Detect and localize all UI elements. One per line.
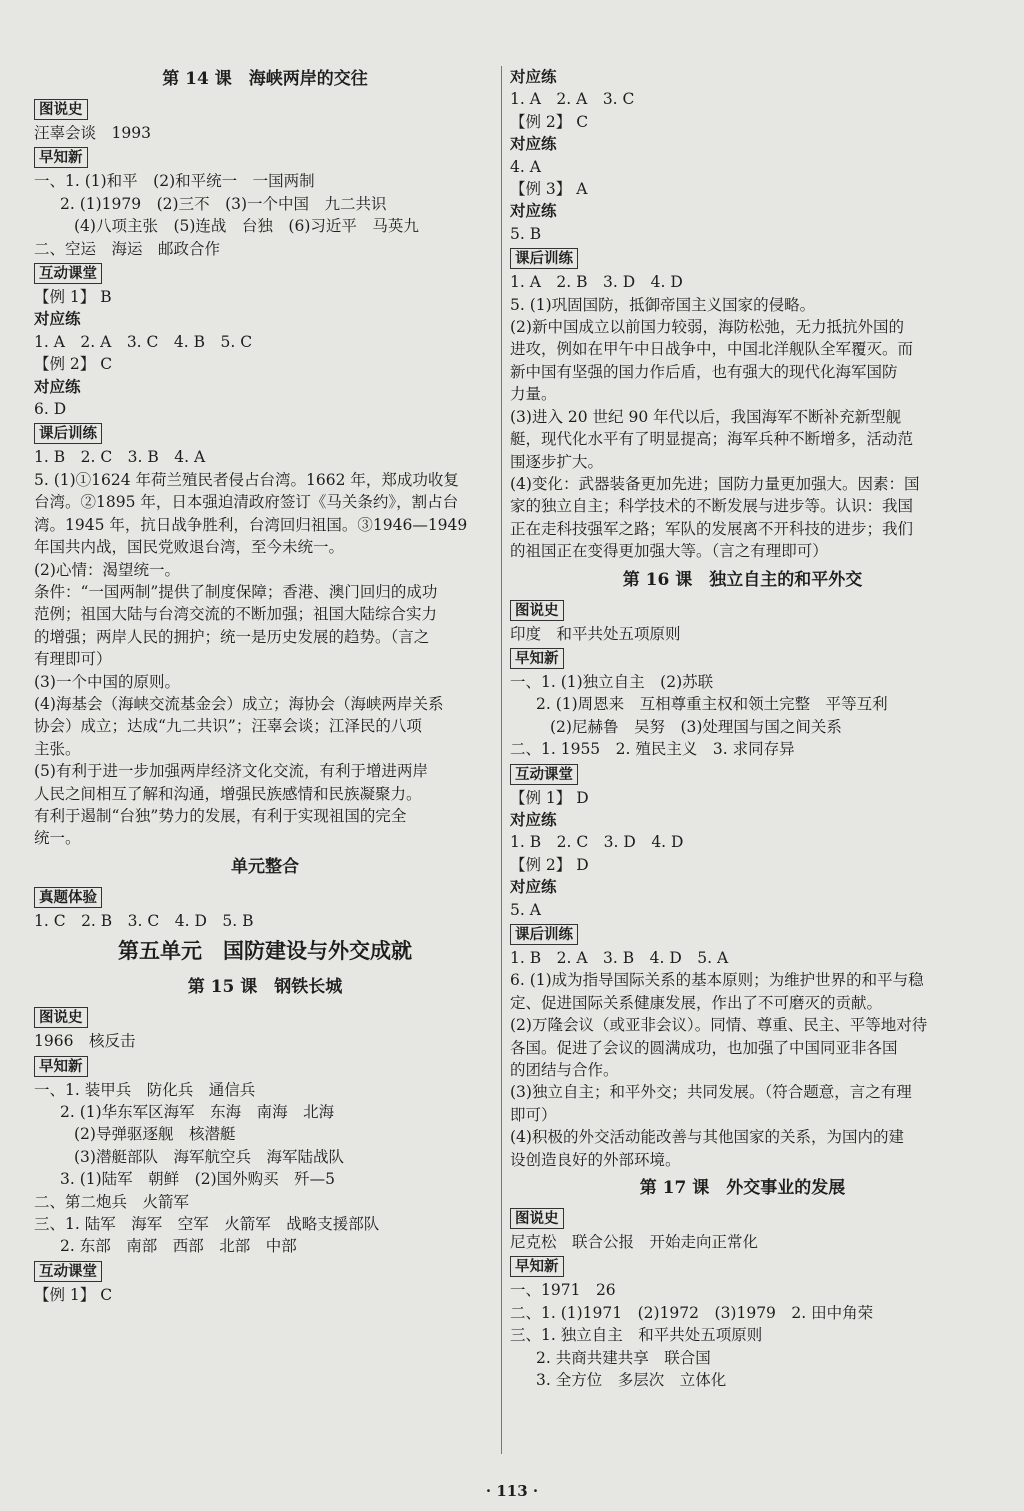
answer-line: 定、促进国际关系健康发展，作出了不可磨灭的贡献。 xyxy=(510,993,883,1012)
duiyinglian-label: 对应练 xyxy=(34,376,81,396)
answer-line: 力量。 xyxy=(510,385,557,404)
answer-line: 【例 1】 B xyxy=(34,288,112,307)
answer-line: 5. B xyxy=(510,224,542,243)
section-tag-zaozhixin: 早知新 xyxy=(34,1056,88,1077)
section-tag-tushuoshi: 图说史 xyxy=(510,600,564,621)
answer-line: 2. (1)华东军区海军 东海 南海 北海 xyxy=(60,1103,335,1121)
answer-line: 尼克松 联合公报 开始走向正常化 xyxy=(510,1233,759,1252)
answer-line: 3. (1)陆军 朝鲜 (2)国外购买 歼—5 xyxy=(60,1170,335,1189)
section-tag-tushuoshi: 图说史 xyxy=(510,1208,564,1229)
answer-line: 三、1. 独立自主 和平共处五项原则 xyxy=(510,1326,763,1345)
answer-line: 人民之间相互了解和沟通，增强民族感情和民族凝聚力。 xyxy=(34,784,422,803)
answer-line: 二、1. 1955 2. 殖民主义 3. 求同存异 xyxy=(510,740,795,759)
answer-line: 各国。促进了会议的圆满成功，也加强了中国同亚非各国 xyxy=(510,1038,898,1057)
section-tag-zaozhixin: 早知新 xyxy=(510,648,564,669)
lesson-16-title: 第 16 课 独立自主的和平外交 xyxy=(622,569,863,590)
answer-line: 1. A 2. A 3. C xyxy=(510,90,635,109)
answer-line: 年国共内战，国民党败退台湾，至今未统一。 xyxy=(34,538,345,557)
answer-line: 1. B 2. A 3. B 4. D 5. A xyxy=(510,949,729,967)
section-tag-kehou: 课后训练 xyxy=(510,924,578,945)
answer-line: (3)一个中国的原则。 xyxy=(34,672,180,691)
section-tag-kehou: 课后训练 xyxy=(510,248,578,269)
answer-line: (2)新中国成立以前国力较弱，海防松弛，无力抵抗外国的 xyxy=(510,318,904,337)
answer-line: 围逐步扩大。 xyxy=(510,452,604,471)
answer-line: 即可） xyxy=(510,1105,557,1124)
answer-line: 统一。 xyxy=(34,829,81,848)
answer-line: 二、第二炮兵 火箭军 xyxy=(34,1192,190,1211)
answer-line: 2. 东部 南部 西部 北部 中部 xyxy=(60,1237,297,1256)
answer-line: 2. 共商共建共享 联合国 xyxy=(536,1348,711,1367)
answer-line: 5. A xyxy=(510,900,541,919)
answer-line: 4. A xyxy=(510,157,541,176)
answer-line: (3)进入 20 世纪 90 年代以后，我国海军不断补充新型舰 xyxy=(510,407,902,426)
section-tag-tushuoshi: 图说史 xyxy=(34,1007,88,1028)
section-tag-tushuoshi: 图说史 xyxy=(34,99,88,120)
answer-line: 一、1. (1)和平 (2)和平统一 一国两制 xyxy=(34,172,315,191)
answer-line: 设创造良好的外部环境。 xyxy=(510,1150,681,1169)
answer-line: 进攻，例如在甲午中日战争中，中国北洋舰队全军覆灭。而 xyxy=(510,340,914,359)
answer-line: 二、1. (1)1971 (2)1972 (3)1979 2. 田中角荣 xyxy=(510,1303,874,1322)
answer-line: 【例 1】 D xyxy=(510,788,589,807)
answer-line: 5. (1)巩固国防，抵御帝国主义国家的侵略。 xyxy=(510,295,816,314)
answer-line: 主张。 xyxy=(34,739,81,758)
answer-line: 1. B 2. C 3. B 4. A xyxy=(34,448,206,467)
answer-line: 【例 1】 C xyxy=(34,1285,113,1304)
answer-line: 1966 核反击 xyxy=(34,1032,136,1051)
answer-line: 一、1971 26 xyxy=(510,1281,616,1300)
page-number: · 113 · xyxy=(485,1482,539,1500)
answer-line: 三、1. 陆军 海军 空军 火箭军 战略支援部队 xyxy=(34,1215,380,1234)
answer-line: 2. (1)周恩来 互相尊重主权和领土完整 平等互利 xyxy=(536,695,888,714)
answer-line: 【例 2】 D xyxy=(510,855,589,874)
answer-line: (5)有利于进一步加强两岸经济文化交流，有利于增进两岸 xyxy=(34,762,428,781)
answer-line: 【例 3】 A xyxy=(510,180,588,199)
answer-line: 条件：“一国两制”提供了制度保障；香港、澳门回归的成功 xyxy=(34,582,438,601)
lesson-17-title: 第 17 课 外交事业的发展 xyxy=(639,1178,846,1199)
lesson-14-title: 第 14 课 海峡两岸的交往 xyxy=(162,69,368,89)
left-column xyxy=(34,62,496,1306)
answer-line: 家的独立自主；科学技术的不断发展与进步等。认识：我国 xyxy=(510,497,914,516)
answer-line: 湾。1945 年，抗日战争胜利，台湾回归祖国。③1946—1949 xyxy=(34,515,468,534)
answer-line: 1. A 2. B 3. D 4. D xyxy=(510,273,683,292)
answer-line: 2. (1)1979 (2)三不 (3)一个中国 九二共识 xyxy=(60,194,387,213)
answer-line: 5. (1)①1624 年荷兰殖民者侵占台湾。1662 年，郑成功收复 xyxy=(34,470,459,489)
duiyinglian-label: 对应练 xyxy=(510,67,557,86)
answer-line: (4)积极的外交活动能改善与其他国家的关系，为国内的建 xyxy=(510,1128,904,1147)
answer-line: 一、1. (1)独立自主 (2)苏联 xyxy=(510,672,714,691)
answer-line: 的祖国正在变得更加强大等。（言之有理即可） xyxy=(510,542,828,561)
answer-line: 二、空运 海运 邮政合作 xyxy=(34,239,221,258)
answer-line: 3. 全方位 多层次 立体化 xyxy=(536,1371,727,1390)
answer-line: 的团结与合作。 xyxy=(510,1061,619,1080)
answer-line: 1. C 2. B 3. C 4. D 5. B xyxy=(34,911,254,930)
column-divider xyxy=(501,66,502,1454)
answer-line: (3)独立自主；和平外交；共同发展。（符合题意，言之有理 xyxy=(510,1083,912,1102)
answer-line: 台湾。②1895 年，日本强迫清政府签订《马关条约》，割占台 xyxy=(34,493,459,512)
answer-line: 新中国有坚强的国力作后盾，也有强大的现代化海军国防 xyxy=(510,362,898,381)
answer-line: 有利于遏制“台独”势力的发展，有利于实现祖国的完全 xyxy=(34,806,407,825)
section-tag-hudong: 互动课堂 xyxy=(510,764,578,785)
answer-line: (4)八项主张 (5)连战 台独 (6)习近平 马英九 xyxy=(74,217,419,236)
section-tag-kehou: 课后训练 xyxy=(34,423,102,444)
answer-line: 艇，现代化水平有了明显提高；海军兵种不断增多，活动范 xyxy=(510,430,914,449)
section-tag-hudong: 互动课堂 xyxy=(34,263,102,284)
answer-line: (2)万隆会议（或亚非会议）。同情、尊重、民主、平等地对待 xyxy=(510,1016,928,1035)
answer-line: 【例 2】 C xyxy=(510,112,589,131)
answer-line: (3)潜艇部队 海军航空兵 海军陆战队 xyxy=(74,1147,344,1166)
duiyinglian-label: 对应练 xyxy=(510,809,557,829)
answer-line: 协会）成立；达成“九二共识”；汪辜会谈；江泽民的八项 xyxy=(34,717,422,736)
answer-line: (2)尼赫鲁 吴努 (3)处理国与国之间关系 xyxy=(550,717,842,736)
answer-line: 1. B 2. C 3. D 4. D xyxy=(510,833,684,852)
answer-line: (2)导弹驱逐舰 核潜艇 xyxy=(74,1125,236,1144)
answer-line: 6. D xyxy=(34,400,67,419)
section-tag-zhenti: 真题体验 xyxy=(34,887,102,908)
duiyinglian-label: 对应练 xyxy=(510,134,557,154)
duiyinglian-label: 对应练 xyxy=(510,877,557,897)
answer-line: (4)海基会（海峡交流基金会）成立；海协会（海峡两岸关系 xyxy=(34,694,444,713)
lesson-15-title: 第 15 课 钢铁长城 xyxy=(187,977,343,998)
answer-line: 的增强；两岸人民的拥护；统一是历史发展的趋势。（言之 xyxy=(34,627,430,646)
answer-line: 范例；祖国大陆与台湾交流的不断加强；祖国大陆综合实力 xyxy=(34,605,438,624)
answer-line: (4)变化：武器装备更加先进；国防力量更加强大。因素：国 xyxy=(510,474,920,493)
answer-line: (2)心情：渴望统一。 xyxy=(34,560,180,579)
section-tag-zaozhixin: 早知新 xyxy=(510,1256,564,1277)
answer-line: 正在走科技强军之路；军队的发展离不开科技的进步；我们 xyxy=(510,519,914,538)
unit-summary-title: 单元整合 xyxy=(231,856,299,877)
right-column xyxy=(510,66,975,1392)
section-tag-zaozhixin: 早知新 xyxy=(34,147,88,168)
duiyinglian-label: 对应练 xyxy=(510,201,557,221)
answer-line: 印度 和平共处五项原则 xyxy=(510,624,681,643)
section-tag-hudong: 互动课堂 xyxy=(34,1261,102,1282)
answer-line: 1. A 2. A 3. C 4. B 5. C xyxy=(34,332,253,351)
answer-line: 6. (1)成为指导国际关系的基本原则；为维护世界的和平与稳 xyxy=(510,971,924,990)
answer-line: 一、1. 装甲兵 防化兵 通信兵 xyxy=(34,1080,256,1099)
duiyinglian-label: 对应练 xyxy=(34,309,81,329)
answer-line: 有理即可） xyxy=(34,650,112,669)
answer-line: 【例 2】 C xyxy=(34,355,113,374)
answer-line: 汪辜会谈 1993 xyxy=(34,124,151,142)
unit-5-title: 第五单元 国防建设与外交成就 xyxy=(118,938,412,964)
